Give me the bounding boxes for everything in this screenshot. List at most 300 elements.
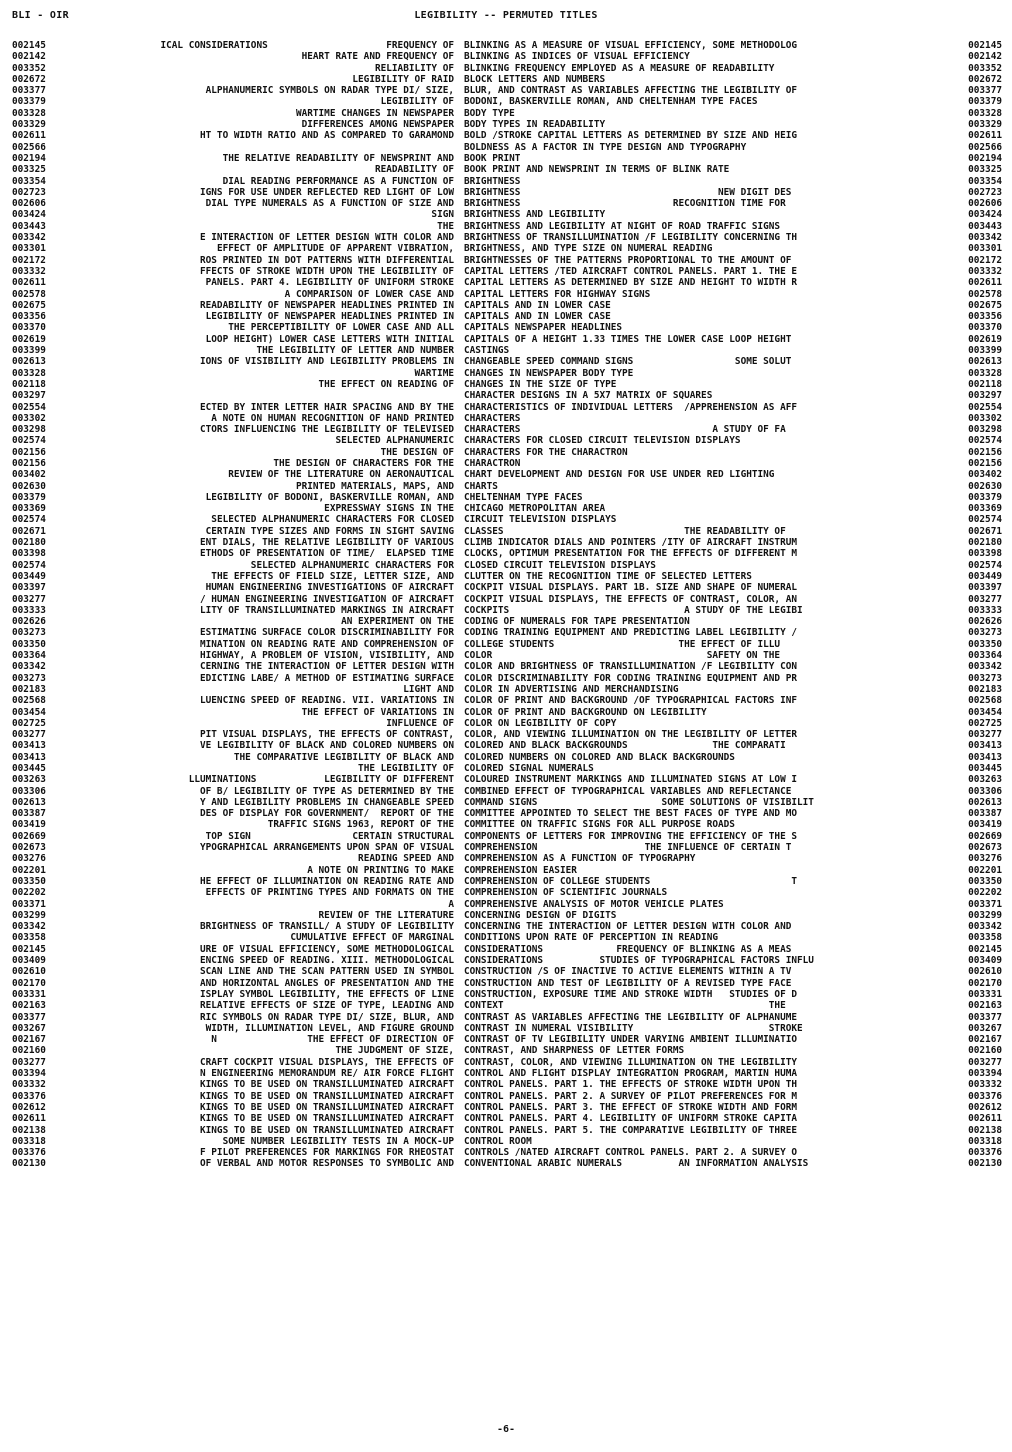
keyword-context-right: COLORED AND BLACK BACKGROUNDS THE COMPARATI [464,740,786,752]
entry-id-right: 002578 [968,288,1002,300]
entry-id-right: 003364 [968,650,1002,662]
index-row [12,1023,1002,1034]
keyword-context-right: COLOR AND BRIGHTNESS OF TRANSILLUMINATION /F LEGIBILITY CON [464,661,798,673]
entry-id-left: 002145 [12,943,46,955]
keyword-context-right: BODY TYPES IN READABILITY [464,119,606,131]
entry-id-right: 002130 [968,1158,1002,1170]
entry-id-left: 002619 [12,333,46,345]
entry-id-left: 002612 [12,1101,46,1113]
keyword-context-right: COMMITTEE APPOINTED TO SELECT THE BEST FACES OF TYPE AND MO [464,808,798,820]
keyword-context-right: CHART DEVELOPMENT AND DESIGN FOR USE UNDER RED LIGHTING [464,469,775,481]
keyword-context-left: LEGIBILITY OF BODONI, BASKERVILLE ROMAN, AND [205,491,454,503]
keyword-context-right: COLOR SAFETY ON THE [464,650,781,662]
keyword-context-right: BRIGHTNESS OF TRANSILLUMINATION /F LEGIBILITY CONCERNING TH [464,232,798,244]
index-row [12,289,1002,300]
entry-id-right: 002160 [968,1045,1002,1057]
entry-id-right: 003370 [968,322,1002,334]
keyword-context-left: KINGS TO BE USED ON TRANSILLUMINATED AIRCRAFT [200,1124,454,1136]
entry-id-right: 002183 [968,683,1002,695]
index-row [12,108,1002,119]
index-row [12,571,1002,582]
keyword-context-left: A NOTE ON PRINTING TO MAKE [307,864,454,876]
index-row [12,763,1002,774]
entry-id-right: 002673 [968,842,1002,854]
keyword-context-left: ICAL CONSIDERATIONS FREQUENCY OF [160,40,454,51]
keyword-context-right: BRIGHTNESS AND LEGIBILITY [464,209,606,221]
keyword-context-left: HUMAN ENGINEERING INVESTIGATIONS OF AIRCRAFT [205,582,454,594]
entry-id-left: 002163 [12,1000,46,1012]
entry-id-right: 003377 [968,85,1002,97]
keyword-context-right: COLOR, AND VIEWING ILLUMINATION ON THE LEGIBILITY OF LETTER [464,729,798,741]
index-row [12,989,1002,1000]
keyword-context-right: CONTRAST OF TV LEGIBILITY UNDER VARYING AMBIENT ILLUMINATIO [464,1034,798,1046]
index-row [12,526,1002,537]
keyword-context-right: CONSTRUCTION /S OF INACTIVE TO ACTIVE ELEMENTS WITHIN A TV [464,966,792,978]
keyword-context-left: INFLUENCE OF [386,717,454,729]
keyword-context-left: THE COMPARATIVE LEGIBILITY OF BLACK AND [233,751,454,763]
entry-id-left: 002574 [12,514,46,526]
entry-id-left: 003342 [12,921,46,933]
keyword-context-left: VE LEGIBILITY OF BLACK AND COLORED NUMBERS ON [200,740,454,752]
permuted-title-index [12,40,1002,1170]
entry-id-right: 003331 [968,988,1002,1000]
keyword-context-left: REVIEW OF THE LITERATURE ON AERONAUTICAL [228,469,454,481]
keyword-context-right: CHARACTERS [464,412,521,424]
entry-id-left: 003318 [12,1135,46,1147]
entry-id-right: 002630 [968,480,1002,492]
keyword-context-right: CLIMB INDICATOR DIALS AND POINTERS /ITY OF AIRCRAFT INSTRUM [464,537,798,549]
entry-id-left: 003332 [12,1079,46,1091]
keyword-context-right: CONTROLS /NATED AIRCRAFT CONTROL PANELS. PART 2. A SURVEY O [464,1147,798,1159]
keyword-context-left: DIAL READING PERFORMANCE AS A FUNCTION OF [222,175,454,187]
entry-id-right: 003301 [968,243,1002,255]
entry-id-left: 003331 [12,988,46,1000]
entry-id-right: 003413 [968,740,1002,752]
keyword-context-right: BRIGHTNESS [464,175,521,187]
keyword-context-left: IONS OF VISIBILITY AND LEGIBILITY PROBLEMS IN [200,356,454,368]
keyword-context-right: CHANGEABLE SPEED COMMAND SIGNS SOME SOLUT [464,356,792,368]
index-row [12,1034,1002,1045]
entry-id-right: 002611 [968,130,1002,142]
entry-id-left: 003358 [12,932,46,944]
entry-id-right: 002145 [968,40,1002,51]
keyword-context-right: CHARACTERS FOR CLOSED CIRCUIT TELEVISION DISPLAYS [464,435,741,447]
entry-id-left: 003413 [12,751,46,763]
index-row [12,458,1002,469]
keyword-context-left: ALPHANUMERIC SYMBOLS ON RADAR TYPE DI/ SIZE, [205,85,454,97]
index-row [12,729,1002,740]
entry-id-right: 002180 [968,537,1002,549]
index-row [12,1147,1002,1158]
keyword-context-left: AND HORIZONTAL ANGLES OF PRESENTATION AND THE [200,977,454,989]
keyword-context-left: SIGN [431,209,454,221]
keyword-context-right: COCKPIT VISUAL DISPLAYS. PART 1B. SIZE AND SHAPE OF NUMERAL [464,582,798,594]
index-row [12,40,1002,51]
entry-id-right: 003277 [968,729,1002,741]
index-row [12,63,1002,74]
entry-id-right: 003277 [968,1056,1002,1068]
entry-id-left: 002145 [12,40,46,51]
index-row [12,605,1002,616]
keyword-context-left: ROS PRINTED IN DOT PATTERNS WITH DIFFERENTIAL [200,254,454,266]
keyword-context-right: CAPITALS OF A HEIGHT 1.33 TIMES THE LOWER CASE LOOP HEIGHT [464,333,792,345]
entry-id-right: 002574 [968,435,1002,447]
index-row [12,164,1002,175]
entry-id-left: 003370 [12,322,46,334]
entry-id-left: 003299 [12,909,46,921]
index-row [12,311,1002,322]
entry-id-right: 002574 [968,559,1002,571]
index-row [12,334,1002,345]
keyword-context-left: F PILOT PREFERENCES FOR MARKINGS FOR RHEOSTAT [200,1147,454,1159]
entry-id-right: 003298 [968,424,1002,436]
keyword-context-right: CONCERNING THE INTERACTION OF LETTER DESIGN WITH COLOR AND [464,921,792,933]
keyword-context-right: CONTROL PANELS. PART 1. THE EFFECTS OF STROKE WIDTH UPON TH [464,1079,798,1091]
index-row [12,255,1002,266]
entry-id-left: 003333 [12,604,46,616]
entry-id-left: 002130 [12,1158,46,1170]
index-row [12,492,1002,503]
keyword-context-left: CERTAIN TYPE SIZES AND FORMS IN SIGHT SAVING [205,525,454,537]
entry-id-right: 003397 [968,582,1002,594]
entry-id-left: 002156 [12,457,46,469]
keyword-context-right: CONTRAST IN NUMERAL VISIBILITY STROKE [464,1022,803,1034]
entry-id-right: 002194 [968,152,1002,164]
entry-id-right: 002672 [968,73,1002,85]
keyword-context-right: COMBINED EFFECT OF TYPOGRAPHICAL VARIABLES AND REFLECTANCE [464,785,792,797]
keyword-context-left: LEGIBILITY OF RAID [352,73,454,85]
index-row [12,673,1002,684]
keyword-context-left: SOME NUMBER LEGIBILITY TESTS IN A MOCK-UP [222,1135,454,1147]
keyword-context-left: N THE EFFECT OF DIRECTION OF [211,1034,454,1046]
entry-id-right: 003379 [968,96,1002,108]
entry-id-left: 002574 [12,435,46,447]
entry-id-left: 003273 [12,672,46,684]
keyword-context-left: RIC SYMBOLS ON RADAR TYPE DI/ SIZE, BLUR, AND [200,1011,454,1023]
index-row [12,1102,1002,1113]
index-row [12,85,1002,96]
index-row [12,808,1002,819]
entry-id-left: 002630 [12,480,46,492]
entry-id-right: 002725 [968,717,1002,729]
index-row [12,1012,1002,1023]
entry-id-right: 002626 [968,616,1002,628]
keyword-context-left: HIGHWAY, A PROBLEM OF VISION, VISIBILITY, AND [200,650,454,662]
index-row [12,1125,1002,1136]
keyword-context-right: CHANGES IN NEWSPAPER BODY TYPE [464,367,634,379]
entry-id-right: 003358 [968,932,1002,944]
index-row [12,616,1002,627]
entry-id-left: 002669 [12,830,46,842]
index-row [12,51,1002,62]
index-row [12,842,1002,853]
entry-id-right: 003379 [968,491,1002,503]
index-row [12,447,1002,458]
entry-id-right: 003387 [968,808,1002,820]
entry-id-right: 002145 [968,943,1002,955]
keyword-context-right: CHARACTERS FOR THE CHARACTRON [464,446,628,458]
keyword-context-right: BRIGHTNESS NEW DIGIT DES [464,186,792,198]
keyword-context-right: BRIGHTNESS, AND TYPE SIZE ON NUMERAL READING [464,243,713,255]
index-row [12,718,1002,729]
keyword-context-right: BODONI, BASKERVILLE ROMAN, AND CHELTENHAM TYPE FACES [464,96,758,108]
index-row [12,322,1002,333]
keyword-context-left: MINATION ON READING RATE AND COMPREHENSION OF [200,638,454,650]
entry-id-right: 002613 [968,796,1002,808]
keyword-context-left: THE EFFECTS OF FIELD SIZE, LETTER SIZE, AND [211,570,454,582]
keyword-context-right: COMMITTEE ON TRAFFIC SIGNS FOR ALL PURPOSE ROADS [464,819,735,831]
keyword-context-left: KINGS TO BE USED ON TRANSILLUMINATED AIRCRAFT [200,1079,454,1091]
keyword-context-left: LEGIBILITY OF NEWSPAPER HEADLINES PRINTED IN [205,311,454,323]
entry-id-right: 002170 [968,977,1002,989]
entry-id-right: 003419 [968,819,1002,831]
entry-id-left: 003352 [12,62,46,74]
entry-id-right: 003413 [968,751,1002,763]
keyword-context-left: EDICTING LABE/ A METHOD OF ESTIMATING SURFACE [200,672,454,684]
keyword-context-right: CONTRAST, AND SHARPNESS OF LETTER FORMS [464,1045,685,1057]
entry-id-right: 003273 [968,672,1002,684]
keyword-context-left: PIT VISUAL DISPLAYS, THE EFFECTS OF CONTRAST, [200,729,454,741]
entry-id-right: 003394 [968,1068,1002,1080]
keyword-context-left: EFFECT OF AMPLITUDE OF APPARENT VIBRATION, [216,243,454,255]
keyword-context-left: / HUMAN ENGINEERING INVESTIGATION OF AIRCRAFT [200,593,454,605]
keyword-context-left: IGNS FOR USE UNDER REFLECTED RED LIGHT OF LOW [200,186,454,198]
entry-id-left: 002672 [12,73,46,85]
keyword-context-left: READABILITY OF [374,164,454,176]
entry-id-right: 002172 [968,254,1002,266]
entry-id-left: 003409 [12,955,46,967]
keyword-context-right: COCKPITS A STUDY OF THE LEGIBI [464,604,803,616]
index-row [12,955,1002,966]
index-row [12,831,1002,842]
keyword-context-right: COCKPIT VISUAL DISPLAYS, THE EFFECTS OF CONTRAST, COLOR, AN [464,593,798,605]
entry-id-right: 003267 [968,1022,1002,1034]
index-row [12,176,1002,187]
keyword-context-left: THE JUDGMENT OF SIZE, [335,1045,454,1057]
keyword-context-right: CHICAGO METROPOLITAN AREA [464,503,606,515]
keyword-context-right: CAPITALS AND IN LOWER CASE [464,311,611,323]
entry-id-right: 003333 [968,604,1002,616]
entry-id-right: 002568 [968,695,1002,707]
keyword-context-left: ETHODS OF PRESENTATION OF TIME/ ELAPSED TIME [200,548,454,560]
keyword-context-right: CLOCKS, OPTIMUM PRESENTATION FOR THE EFFECTS OF DIFFERENT M [464,548,798,560]
keyword-context-left: A [448,898,454,910]
index-row [12,413,1002,424]
index-row [12,187,1002,198]
keyword-context-right: CHARACTERISTICS OF INDIVIDUAL LETTERS /APPREHENSION AS AFF [464,401,798,413]
keyword-context-left: DIAL TYPE NUMERALS AS A FUNCTION OF SIZE AND [205,198,454,210]
keyword-context-left: RELATIVE EFFECTS OF SIZE OF TYPE, LEADING AND [200,1000,454,1012]
keyword-context-right: CHELTENHAM TYPE FACES [464,491,583,503]
entry-id-right: 003299 [968,909,1002,921]
index-row [12,548,1002,559]
entry-id-left: 002671 [12,525,46,537]
entry-id-left: 003369 [12,503,46,515]
keyword-context-right: CAPITAL LETTERS FOR HIGHWAY SIGNS [464,288,651,300]
entry-id-right: 003350 [968,875,1002,887]
keyword-context-right: BODY TYPE [464,107,515,119]
keyword-context-right: BOOK PRINT AND NEWSPRINT IN TERMS OF BLINK RATE [464,164,730,176]
entry-id-right: 003454 [968,706,1002,718]
entry-id-right: 003302 [968,412,1002,424]
entry-id-left: 002554 [12,401,46,413]
entry-id-left: 003277 [12,593,46,605]
keyword-context-right: CONSIDERATIONS FREQUENCY OF BLINKING AS A MEAS [464,943,792,955]
entry-id-left: 002610 [12,966,46,978]
entry-id-left: 002170 [12,977,46,989]
keyword-context-left: CUMULATIVE EFFECT OF MARGINAL [290,932,454,944]
entry-id-right: 003376 [968,1147,1002,1159]
keyword-context-right: COMPREHENSION EASIER [464,864,577,876]
index-row [12,910,1002,921]
entry-id-right: 003409 [968,955,1002,967]
keyword-context-left: ISPLAY SYMBOL LEGIBILITY, THE EFFECTS OF LINE [200,988,454,1000]
entry-id-right: 002574 [968,514,1002,526]
keyword-context-left: KINGS TO BE USED ON TRANSILLUMINATED AIRCRAFT [200,1113,454,1125]
keyword-context-left: SELECTED ALPHANUMERIC CHARACTERS FOR CLOSED [211,514,454,526]
index-row [12,356,1002,367]
keyword-context-right: CAPITAL LETTERS /TED AIRCRAFT CONTROL PANELS. PART 1. THE E [464,265,798,277]
keyword-context-right: COMMAND SIGNS SOME SOLUTIONS OF VISIBILIT [464,796,814,808]
keyword-context-left: RELIABILITY OF [374,62,454,74]
keyword-context-right: BRIGHTNESS AND LEGIBILITY AT NIGHT OF ROAD TRAFFIC SIGNS [464,220,781,232]
entry-id-left: 002118 [12,378,46,390]
entry-id-left: 003306 [12,785,46,797]
header-code: BLI - OIR [12,10,69,21]
page-number: -6- [496,1424,516,1435]
entry-id-right: 003342 [968,921,1002,933]
keyword-context-right: COLOR IN ADVERTISING AND MERCHANDISING [464,683,679,695]
entry-id-right: 003277 [968,593,1002,605]
index-row [12,424,1002,435]
entry-id-left: 003302 [12,412,46,424]
entry-id-left: 003301 [12,243,46,255]
entry-id-right: 002619 [968,333,1002,345]
keyword-context-left: THE DESIGN OF [380,446,454,458]
index-row [12,243,1002,254]
keyword-context-right: COLOURED INSTRUMENT MARKINGS AND ILLUMINATED SIGNS AT LOW I [464,774,798,786]
keyword-context-left: KINGS TO BE USED ON TRANSILLUMINATED AIRCRAFT [200,1101,454,1113]
entry-id-right: 002554 [968,401,1002,413]
entry-id-right: 003449 [968,570,1002,582]
keyword-context-right: CONTRAST, COLOR, AND VIEWING ILLUMINATION ON THE LEGIBILITY [464,1056,798,1068]
entry-id-right: 002156 [968,457,1002,469]
index-row [12,142,1002,153]
entry-id-left: 003364 [12,650,46,662]
index-row [12,684,1002,695]
entry-id-right: 003328 [968,107,1002,119]
keyword-context-right: BRIGHTNESS RECOGNITION TIME FOR [464,198,786,210]
entry-id-right: 003399 [968,345,1002,357]
entry-id-right: 003297 [968,390,1002,402]
entry-id-left: 003379 [12,491,46,503]
index-row [12,650,1002,661]
entry-id-right: 003369 [968,503,1002,515]
keyword-context-left: LLUMINATIONS LEGIBILITY OF DIFFERENT [188,774,454,786]
entry-id-left: 003402 [12,469,46,481]
index-row [12,198,1002,209]
keyword-context-left: LITY OF TRANSILLUMINATED MARKINGS IN AIRCRAFT [200,604,454,616]
entry-id-right: 002675 [968,299,1002,311]
index-row [12,221,1002,232]
index-row [12,1000,1002,1011]
keyword-context-right: CHANGES IN THE SIZE OF TYPE [464,378,617,390]
entry-id-left: 002202 [12,887,46,899]
index-row [12,865,1002,876]
index-row [12,300,1002,311]
page-title: LEGIBILITY -- PERMUTED TITLES [414,10,598,21]
keyword-context-left: TOP SIGN CERTAIN STRUCTURAL [205,830,454,842]
keyword-context-right: COLORED SIGNAL NUMERALS [464,763,594,774]
entry-id-left: 003263 [12,774,46,786]
keyword-context-right: CHARTS [464,480,498,492]
entry-id-right: 002611 [968,1113,1002,1125]
keyword-context-left: SCAN LINE AND THE SCAN PATTERN USED IN SYMBOL [200,966,454,978]
entry-id-left: 002725 [12,717,46,729]
entry-id-left: 003397 [12,582,46,594]
keyword-context-left: READING SPEED AND [358,853,454,865]
index-row [12,537,1002,548]
entry-id-left: 002613 [12,356,46,368]
entry-id-right: 003273 [968,627,1002,639]
entry-id-right: 003402 [968,469,1002,481]
index-row [12,130,1002,141]
entry-id-right: 002167 [968,1034,1002,1046]
keyword-context-right: CLOSED CIRCUIT TELEVISION DISPLAYS [464,559,656,571]
index-row [12,435,1002,446]
entry-id-right: 002611 [968,277,1002,289]
entry-id-left: 002138 [12,1124,46,1136]
keyword-context-left: HT TO WIDTH RATIO AND AS COMPARED TO GARAMOND [200,130,454,142]
entry-id-right: 003424 [968,209,1002,221]
keyword-context-left: A COMPARISON OF LOWER CASE AND [284,288,454,300]
keyword-context-right: CODING OF NUMERALS FOR TAPE PRESENTATION [464,616,690,628]
keyword-context-right: COLORED NUMBERS ON COLORED AND BLACK BACKGROUNDS [464,751,735,763]
entry-id-left: 003387 [12,808,46,820]
entry-id-left: 003328 [12,107,46,119]
index-row [12,1045,1002,1056]
entry-id-left: 003350 [12,638,46,650]
keyword-context-left: TRAFFIC SIGNS 1963, REPORT OF THE [267,819,454,831]
entry-id-left: 002613 [12,796,46,808]
index-row [12,390,1002,401]
entry-id-right: 003342 [968,232,1002,244]
entry-id-left: 003413 [12,740,46,752]
keyword-context-left: YPOGRAPHICAL ARRANGEMENTS UPON SPAN OF VISUAL [200,842,454,854]
keyword-context-left: E INTERACTION OF LETTER DESIGN WITH COLOR AND [200,232,454,244]
entry-id-right: 002142 [968,51,1002,63]
keyword-context-left: BRIGHTNESS OF TRANSILL/ A STUDY OF LEGIBILITY [200,921,454,933]
page-header [12,10,1000,24]
entry-id-right: 003318 [968,1135,1002,1147]
keyword-context-left: SELECTED ALPHANUMERIC [335,435,454,447]
keyword-context-right: COMPREHENSION THE INFLUENCE OF CERTAIN T [464,842,792,854]
entry-id-right: 003276 [968,853,1002,865]
keyword-context-right: CASTINGS [464,345,510,357]
entry-id-right: 003325 [968,164,1002,176]
entry-id-left: 002183 [12,683,46,695]
entry-id-right: 002201 [968,864,1002,876]
entry-id-left: 002172 [12,254,46,266]
entry-id-left: 003276 [12,853,46,865]
keyword-context-right: COLLEGE STUDENTS THE EFFECT OF ILLU [464,638,781,650]
entry-id-right: 003332 [968,265,1002,277]
keyword-context-right: CLASSES THE READABILITY OF [464,525,786,537]
keyword-context-left: THE DESIGN OF CHARACTERS FOR THE [273,457,454,469]
entry-id-left: 003298 [12,424,46,436]
entry-id-left: 003377 [12,1011,46,1023]
entry-id-left: 003332 [12,265,46,277]
